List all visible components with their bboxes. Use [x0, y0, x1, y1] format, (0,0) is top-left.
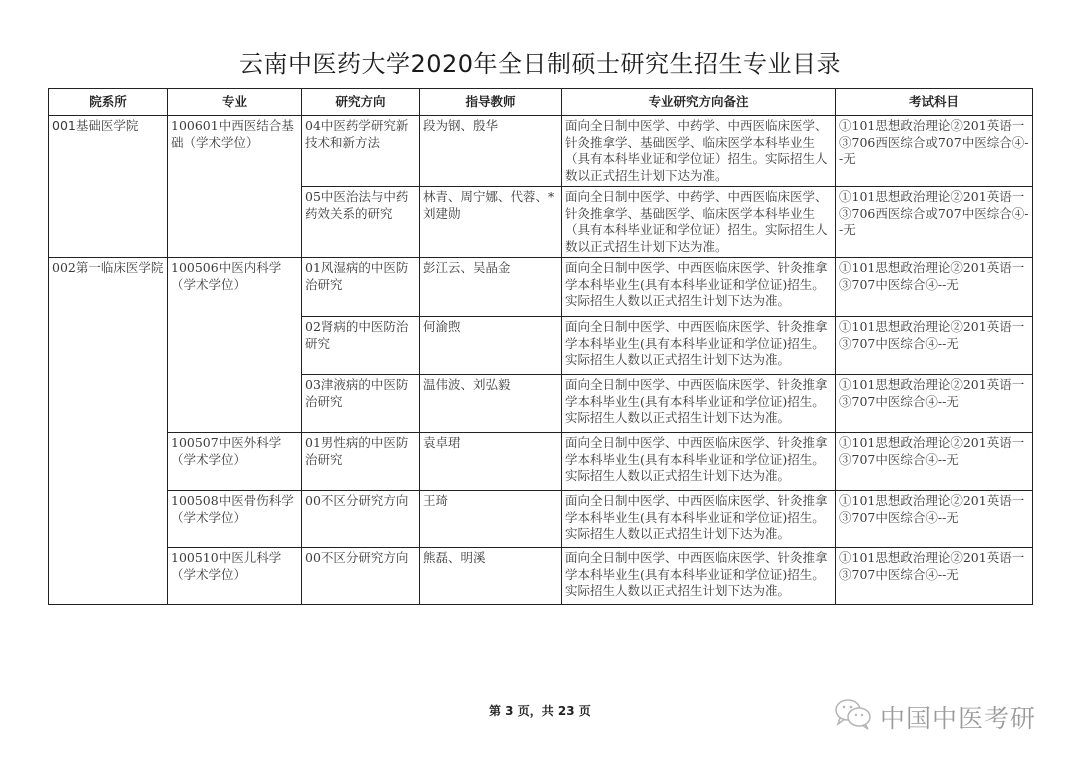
direction-cell: 01风湿病的中医防治研究 — [302, 258, 420, 317]
direction-cell: 05中医治法与中药药效关系的研究 — [302, 187, 420, 258]
department-cell: 002第一临床医学院 — [49, 258, 168, 605]
advisors-cell: 林青、周宁娜、代蓉、*刘建勋 — [420, 187, 562, 258]
exam-cell: ①101思想政治理论②201英语一③707中医综合④--无 — [836, 317, 1033, 375]
header-research-direction: 研究方向 — [302, 89, 420, 116]
exam-cell: ①101思想政治理论②201英语一③707中医综合④--无 — [836, 375, 1033, 433]
exam-cell: ①101思想政治理论②201英语一③706西医综合或707中医综合④--无 — [836, 187, 1033, 258]
notes-cell: 面向全日制中医学、中西医临床医学、针灸推拿学本科毕业生(具有本科毕业证和学位证)招生。实际招生人数以正式招生计划下达为准。 — [562, 375, 836, 433]
wechat-icon — [834, 697, 880, 737]
department-cell: 001基础医学院 — [49, 116, 168, 258]
header-department: 院系所 — [49, 89, 168, 116]
watermark — [834, 697, 1036, 737]
major-cell: 100507中医外科学（学术学位） — [168, 433, 302, 491]
header-major: 专业 — [168, 89, 302, 116]
table-row — [49, 116, 1033, 187]
notes-cell: 面向全日制中医学、中药学、中西医临床医学、针灸推拿学、基础医学、临床医学本科毕业生（具有本科毕业证和学位证）招生。实际招生人数以正式招生计划下达为准。 — [562, 116, 836, 187]
notes-cell: 面向全日制中医学、中药学、中西医临床医学、针灸推拿学、基础医学、临床医学本科毕业生（具有本科毕业证和学位证）招生。实际招生人数以正式招生计划下达为准。 — [562, 187, 836, 258]
exam-cell: ①101思想政治理论②201英语一③707中医综合④--无 — [836, 491, 1033, 548]
table-row — [49, 258, 1033, 317]
table-header-row — [49, 89, 1033, 116]
advisors-cell: 熊磊、明溪 — [420, 548, 562, 605]
notes-cell: 面向全日制中医学、中西医临床医学、针灸推拿学本科毕业生(具有本科毕业证和学位证)招生。实际招生人数以正式招生计划下达为准。 — [562, 258, 836, 317]
direction-cell: 00不区分研究方向 — [302, 491, 420, 548]
major-cell: 100601中西医结合基础（学术学位） — [168, 116, 302, 258]
advisors-cell: 段为钢、殷华 — [420, 116, 562, 187]
document-title: 云南中医药大学2020年全日制硕士研究生招生专业目录 — [238, 50, 842, 78]
direction-cell: 00不区分研究方向 — [302, 548, 420, 605]
advisors-cell: 温伟波、刘弘毅 — [420, 375, 562, 433]
major-cell: 100508中医骨伤科学（学术学位） — [168, 491, 302, 548]
table-row — [49, 548, 1033, 605]
direction-cell: 01男性病的中医防治研究 — [302, 433, 420, 491]
page-indicator: 第 3 页，共 23 页 — [489, 704, 591, 718]
notes-cell: 面向全日制中医学、中西医临床医学、针灸推拿学本科毕业生(具有本科毕业证和学位证)招生。实际招生人数以正式招生计划下达为准。 — [562, 491, 836, 548]
exam-cell: ①101思想政治理论②201英语一③706西医综合或707中医综合④--无 — [836, 116, 1033, 187]
major-cell: 100510中医儿科学（学术学位） — [168, 548, 302, 605]
notes-cell: 面向全日制中医学、中西医临床医学、针灸推拿学本科毕业生(具有本科毕业证和学位证)招生。实际招生人数以正式招生计划下达为准。 — [562, 548, 836, 605]
exam-cell: ①101思想政治理论②201英语一③707中医综合④--无 — [836, 258, 1033, 317]
advisors-cell: 何渝煦 — [420, 317, 562, 375]
exam-cell: ①101思想政治理论②201英语一③707中医综合④--无 — [836, 548, 1033, 605]
direction-cell: 04中医药学研究新技术和新方法 — [302, 116, 420, 187]
program-catalog-table — [48, 88, 1033, 605]
major-cell: 100506中医内科学（学术学位） — [168, 258, 302, 433]
table-row — [49, 433, 1033, 491]
header-exam-subjects: 考试科目 — [836, 89, 1033, 116]
direction-cell: 03津液病的中医防治研究 — [302, 375, 420, 433]
header-notes: 专业研究方向备注 — [562, 89, 836, 116]
direction-cell: 02肾病的中医防治研究 — [302, 317, 420, 375]
exam-cell: ①101思想政治理论②201英语一③707中医综合④--无 — [836, 433, 1033, 491]
advisors-cell: 王琦 — [420, 491, 562, 548]
header-advisors: 指导教师 — [420, 89, 562, 116]
notes-cell: 面向全日制中医学、中西医临床医学、针灸推拿学本科毕业生(具有本科毕业证和学位证)招生。实际招生人数以正式招生计划下达为准。 — [562, 433, 836, 491]
advisors-cell: 彭江云、吴晶金 — [420, 258, 562, 317]
notes-cell: 面向全日制中医学、中西医临床医学、针灸推拿学本科毕业生(具有本科毕业证和学位证)招生。实际招生人数以正式招生计划下达为准。 — [562, 317, 836, 375]
watermark-text: 中国中医考研 — [880, 704, 1037, 733]
advisors-cell: 袁卓珺 — [420, 433, 562, 491]
table-row — [49, 491, 1033, 548]
